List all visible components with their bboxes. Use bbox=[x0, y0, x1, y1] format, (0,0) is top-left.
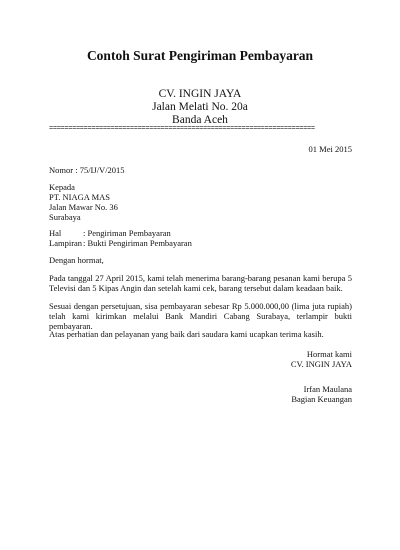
subject-row bbox=[49, 228, 352, 238]
salutation: Dengan hormat, bbox=[49, 255, 104, 265]
signer-block bbox=[291, 384, 352, 404]
recipient-block bbox=[49, 182, 352, 222]
recipient-name: PT. NIAGA MAS bbox=[49, 192, 111, 202]
letterhead bbox=[0, 88, 400, 127]
body-paragraph-1: Pada tanggal 27 April 2015, kami telah menerima barang-barang pesanan kami berupa 5 Televisi dan 5 Kipas Angin dan setelah kami cek, barang tersebut dalam keadaan baik. bbox=[49, 273, 352, 293]
attachment-value: : Bukti Pengiriman Pembayaran bbox=[83, 238, 192, 248]
subject-label: Hal bbox=[49, 228, 62, 238]
body-paragraph-2: Sesuai dengan persetujuan, sisa pembayaran sebesar Rp 5.000.000,00 (lima juta rupiah) telah kami kirimkan melalui Bank Mandiri Cabang Surabaya, terlampir bukti pembayaran. bbox=[49, 301, 352, 331]
recipient-address: Jalan Mawar No. 36 bbox=[49, 202, 118, 212]
letterhead-divider: ===================================================================== bbox=[49, 125, 315, 133]
recipient-city: Surabaya bbox=[49, 212, 81, 222]
closing-regards: Hormat kami bbox=[306, 349, 352, 359]
closing-company: CV. INGIN JAYA bbox=[290, 359, 352, 369]
recipient-to: Kepada bbox=[49, 182, 75, 192]
subject-value: : Pengiriman Pembayaran bbox=[83, 228, 171, 238]
letterhead-company: CV. INGIN JAYA bbox=[158, 88, 242, 100]
signer-position: Bagian Keuangan bbox=[291, 394, 352, 404]
document-title: Contoh Surat Pengiriman Pembayaran bbox=[86, 48, 314, 63]
attachment-label: Lampiran bbox=[49, 238, 83, 248]
letter-date: 01 Mei 2015 bbox=[308, 144, 352, 154]
letterhead-city: Banda Aceh bbox=[172, 114, 228, 126]
subject-block bbox=[49, 228, 352, 248]
attachment-row bbox=[49, 238, 352, 248]
letterhead-address: Jalan Melati No. 20a bbox=[152, 101, 248, 113]
body-paragraph-3: Atas perhatian dan pelayanan yang baik dari saudara kami ucapkan terima kasih. bbox=[49, 329, 324, 339]
letter-number: Nomor : 75/IJ/V/2015 bbox=[49, 165, 125, 175]
signer-name: Irfan Maulana bbox=[303, 384, 352, 394]
closing-block bbox=[291, 349, 352, 369]
